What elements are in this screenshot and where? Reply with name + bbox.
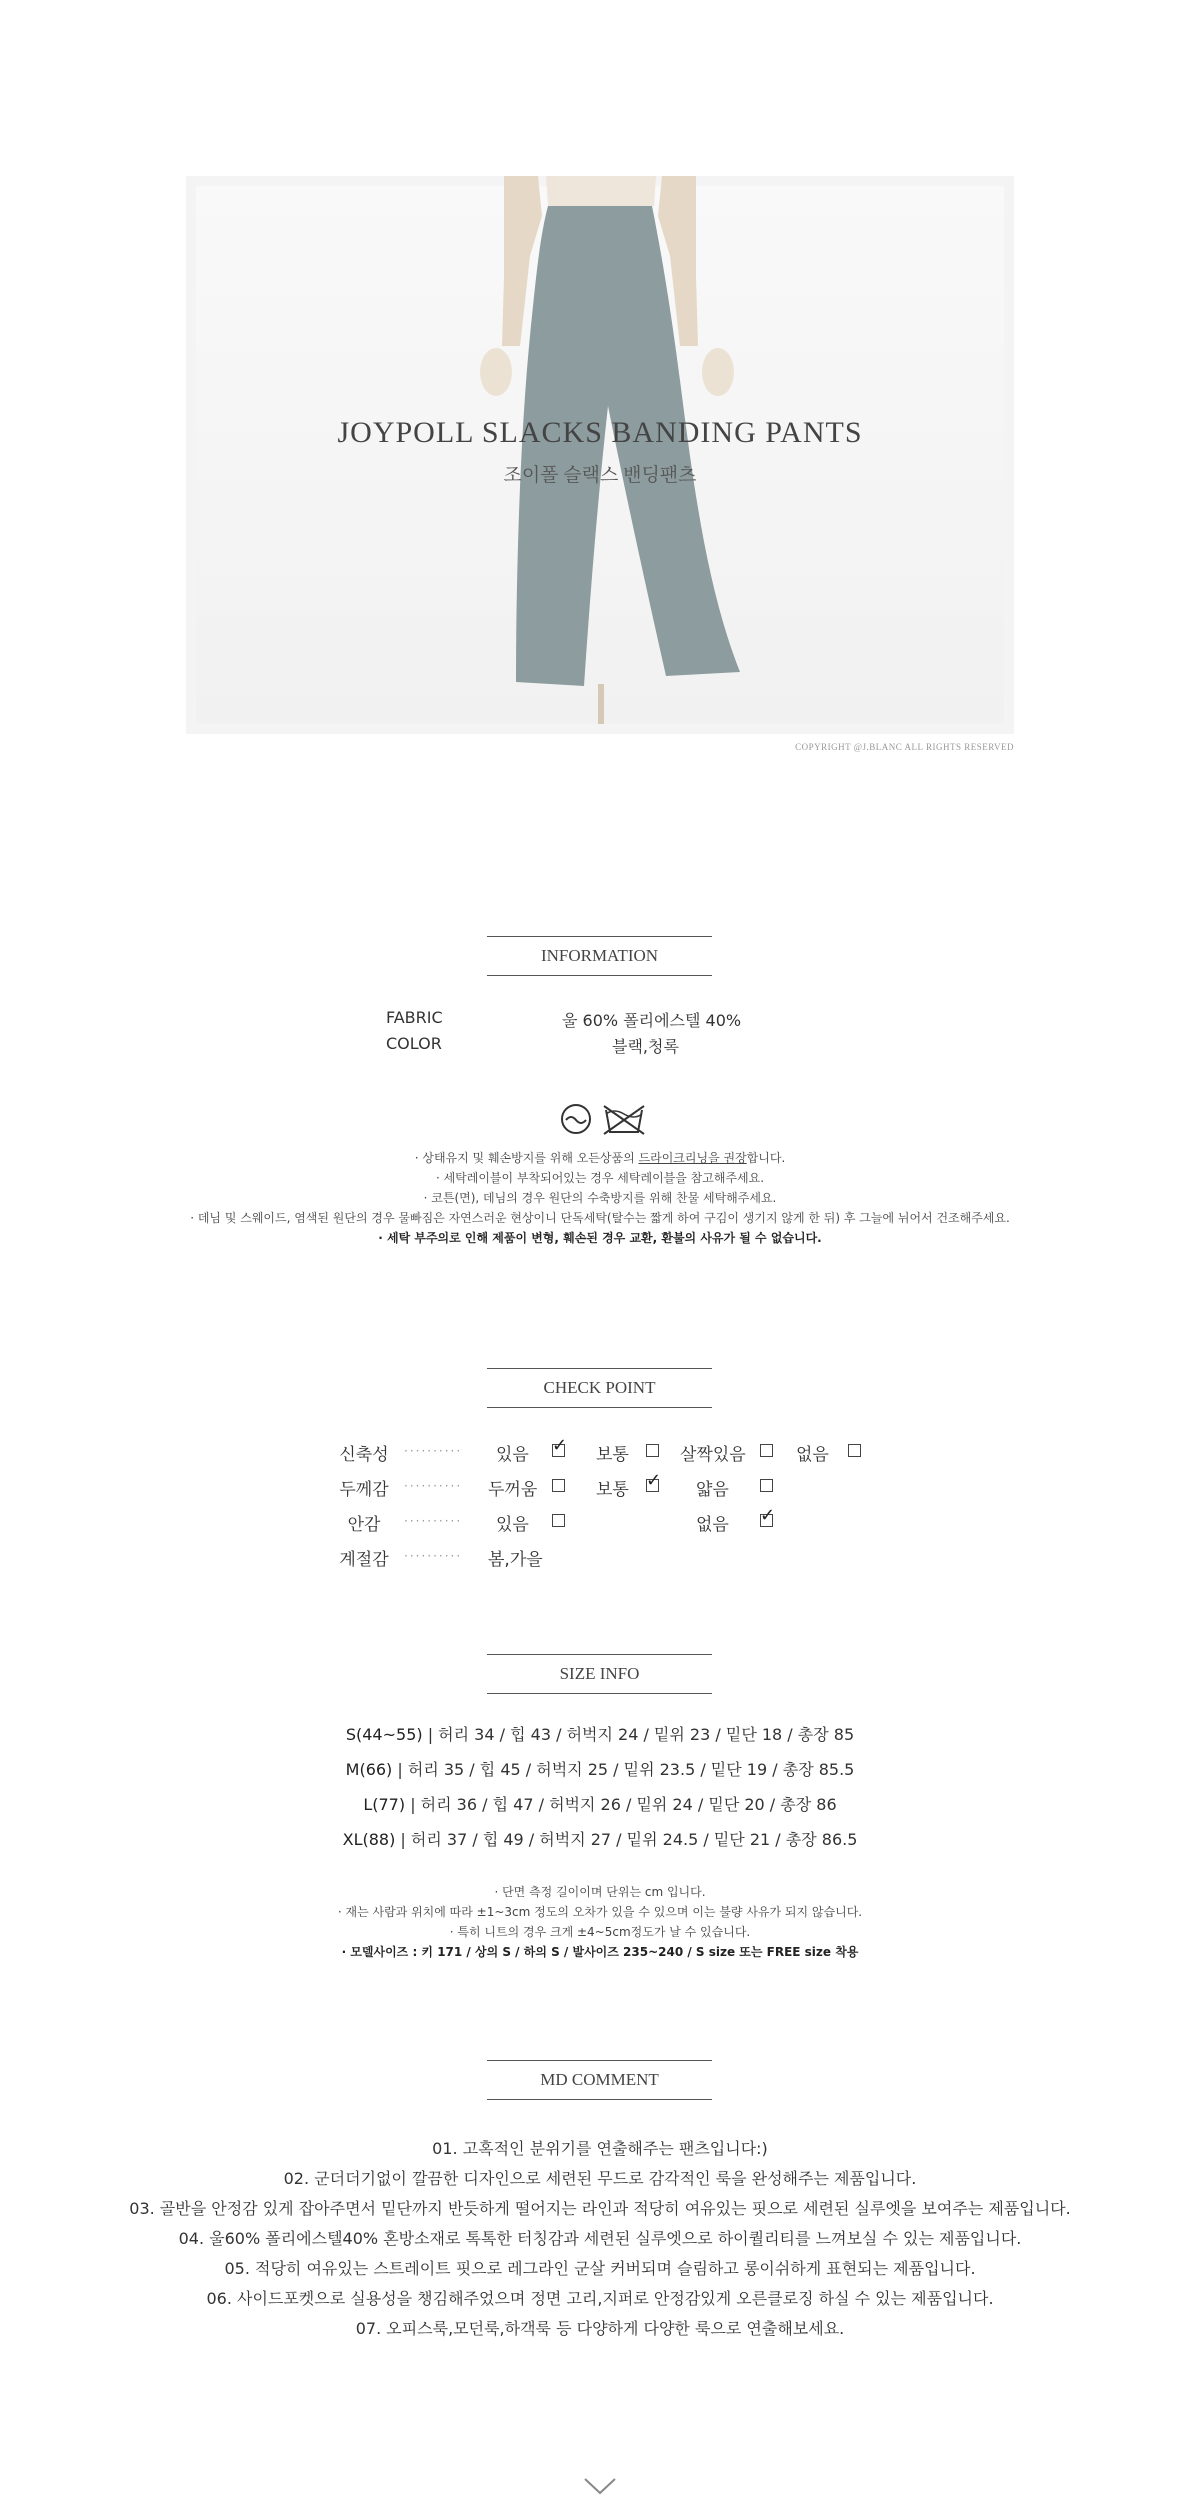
no-machine-wash-icon [604,1106,644,1134]
checkpoint-option-label: 있음 [496,1445,529,1465]
care-icons [558,1102,648,1140]
check-mark-icon: ✓ [646,1470,662,1491]
checkbox[interactable] [552,1479,565,1492]
product-hero [186,176,1014,734]
md-comment-line: 04. 울60% 폴리에스텔40% 혼방소재로 톡톡한 터칭감과 세련된 실루엣으로 하이퀄리티를 느껴보실 수 있는 제품입니다. [178,2229,1022,2248]
checkpoint-leader-dots: ·········· [404,1549,463,1563]
size-detail: | 허리 37 / 힙 49 / 허벅지 27 / 밑위 24.5 / 밑단 21 / 총장 86.5 [400,1830,858,1849]
care-line: · 데님 및 스웨이드, 염색된 원단의 경우 물빠짐은 자연스러운 현상이니 단독세탁(탈수는 짧게 하여 구김이 생기지 않게 한 뒤) 후 그늘에 뉘어서 건조해주세요. [190,1211,1010,1225]
hero-title: JOYPOLL SLACKS BANDING PANTS [337,416,863,449]
size-label: L(77) [363,1795,406,1814]
size-row [0,1757,1200,1780]
info-label-fabric: FABRIC [386,1008,443,1027]
checkbox[interactable] [760,1479,773,1492]
size-note: · 단면 측정 길이이며 단위는 cm 입니다. [494,1885,706,1899]
checkpoint-option-label: 없음 [796,1445,829,1465]
care-line: · 세탁레이블이 부착되어있는 경우 세탁레이블을 참고해주세요. [435,1171,765,1185]
mannequin-stand [598,684,604,724]
hand-wash-icon [562,1105,590,1133]
md-comment-line: 07. 오피스룩,모던룩,하객룩 등 다양하게 다양한 룩으로 연출해보세요. [355,2319,845,2338]
checkpoint-option-label: 봄,가을 [488,1550,543,1570]
size-label: S(44~55) [345,1725,423,1744]
md-comment-line: 05. 적당히 여유있는 스트레이트 핏으로 레그라인 군살 커버되며 슬림하고 롱이쉬하게 표현되는 제품입니다. [224,2259,976,2278]
information-header: INFORMATION [487,936,712,976]
checkbox[interactable] [848,1444,861,1457]
info-value-color: 블랙,청록 [612,1037,679,1056]
care-line: · 코튼(면), 데님의 경우 원단의 수축방지를 위해 찬물 세탁해주세요. [423,1191,777,1205]
checkpoint-option-label: 살짝있음 [680,1445,746,1465]
checkbox[interactable] [646,1444,659,1457]
size-note: · 특히 니트의 경우 크게 ±4~5cm정도가 날 수 있습니다. [449,1925,751,1939]
care-text: 합니다. [746,1151,786,1165]
checkpoint-leader-dots: ·········· [404,1479,463,1493]
mannequin-right-hand [702,348,734,396]
size-detail: | 허리 35 / 힙 45 / 허벅지 25 / 밑위 23.5 / 밑단 19 / 총장 85.5 [397,1760,855,1779]
checkbox-checked[interactable] [552,1435,568,1457]
check-mark-icon: ✓ [552,1435,568,1456]
checkpoint-label: 두께감 [339,1480,389,1500]
checkpoint-label: 신축성 [339,1445,389,1465]
care-warning: · 세탁 부주의로 인해 제품이 변형, 훼손된 경우 교환, 환불의 사유가 될 수 없습니다. [378,1231,822,1245]
size-row [0,1792,1200,1815]
checkbox[interactable] [552,1514,565,1527]
size-detail: | 허리 36 / 힙 47 / 허벅지 26 / 밑위 24 / 밑단 20 / 총장 86 [410,1795,837,1814]
checkpoint-label: 계절감 [339,1550,389,1570]
care-line [0,1148,1200,1168]
md-comment-list [0,2134,1200,2344]
care-emphasis: 드라이크리닝을 권장 [638,1151,747,1165]
sizeinfo-header: SIZE INFO [487,1654,712,1694]
md-comment-line: 03. 골반을 안정감 있게 잡아주면서 밑단까지 반듯하게 떨어지는 라인과 적당히 여유있는 핏으로 세련된 실루엣을 보여주는 제품입니다. [129,2199,1071,2218]
mannequin-left-hand [480,348,512,396]
checkpoint-option-label: 두꺼움 [488,1480,538,1500]
care-text: · 상태유지 및 훼손방지를 위해 오든상품의 [414,1151,639,1165]
checkpoint-option-label: 있음 [496,1515,529,1535]
info-value-fabric: 울 60% 폴리에스텔 40% [562,1011,742,1030]
check-mark-icon: ✓ [760,1505,776,1526]
info-label-color: COLOR [386,1034,442,1053]
checkpoint-header: CHECK POINT [487,1368,712,1408]
checkpoint-leader-dots: ·········· [404,1444,463,1458]
checkpoint-option-label: 없음 [696,1515,729,1535]
md-comment-line: 02. 군더더기없이 깔끔한 디자인으로 세련된 무드로 감각적인 룩을 완성해주는 제품입니다. [283,2169,917,2188]
mdcomment-header: MD COMMENT [487,2060,712,2100]
checkpoint-option-label: 보통 [596,1480,629,1500]
size-notes [0,1882,1200,1962]
size-label: M(66) [345,1760,393,1779]
checkpoint-leader-dots: ·········· [404,1514,463,1528]
checkbox-checked[interactable] [646,1470,662,1492]
size-row [0,1827,1200,1850]
checkbox[interactable] [760,1444,773,1457]
checkpoint-label: 안감 [347,1515,381,1535]
chevron-down-icon[interactable] [583,2476,617,2500]
copyright-notice: COPYRIGHT @J.BLANC ALL RIGHTS RESERVED [795,742,1014,752]
checkpoint-option-label: 얇음 [696,1480,729,1500]
mannequin-waist [546,176,656,206]
checkpoint-option-label: 보통 [596,1445,629,1465]
care-instructions [0,1148,1200,1248]
pants-illustration [186,176,1014,734]
size-label: XL(88) [342,1830,396,1849]
size-note: · 재는 사람과 위치에 따라 ±1~3cm 정도의 오차가 있을 수 있으며 이는 불량 사유가 되지 않습니다. [337,1905,863,1919]
size-detail: | 허리 34 / 힙 43 / 허벅지 24 / 밑위 23 / 밑단 18 / 총장 85 [427,1725,855,1744]
md-comment-line: 06. 사이드포켓으로 실용성을 챙김해주었으며 정면 고리,지퍼로 안정감있게 오른클로징 하실 수 있는 제품입니다. [206,2289,994,2308]
hero-subtitle: 조이폴 슬랙스 밴딩팬츠 [503,465,697,486]
checkbox-checked[interactable] [760,1505,776,1527]
md-comment-line: 01. 고혹적인 분위기를 연출해주는 팬츠입니다:) [432,2139,768,2158]
size-row [0,1722,1200,1745]
model-size-note: · 모델사이즈 : 키 171 / 상의 S / 하의 S / 발사이즈 235~240 / S size 또는 FREE size 착용 [341,1945,859,1959]
